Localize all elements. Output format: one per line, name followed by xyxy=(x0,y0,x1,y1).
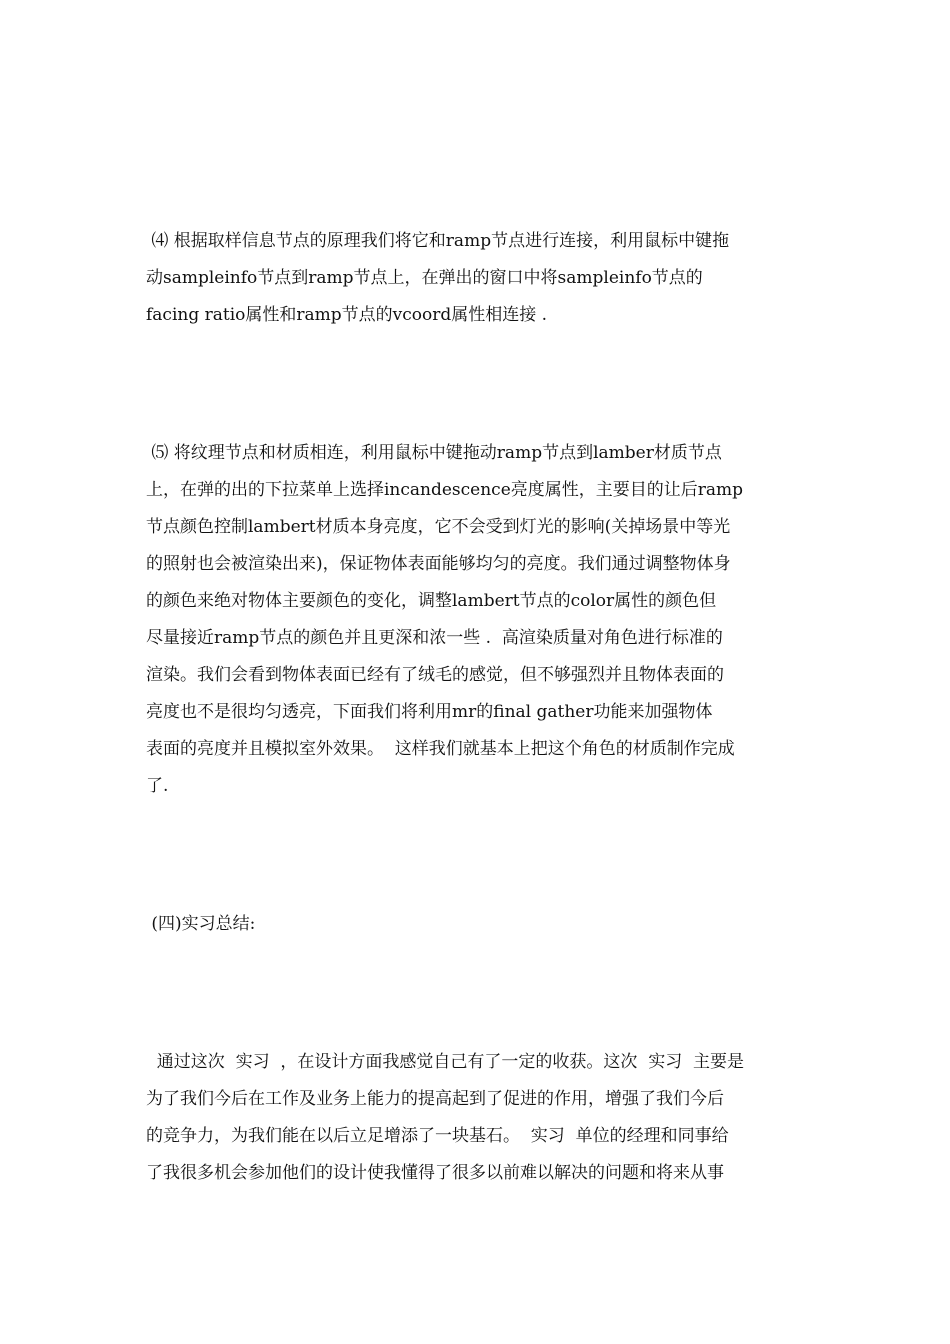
summary-line-2: 为了我们今后在工作及业务上能力的提高起到了促进的作用，增强了我们今后 xyxy=(146,1089,724,1109)
paragraph-4-line-2: 动sampleinfo节点到ramp节点上，在弹出的窗口中将sampleinfo节点的 xyxy=(146,268,703,288)
summary-line-4: 了我很多机会参加他们的设计使我懂得了很多以前难以解决的问题和将来从事 xyxy=(146,1163,724,1183)
paragraph-5-line-1: ⑸ 将纹理节点和材质相连，利用鼠标中键拖动ramp节点到lamber材质节点 xyxy=(146,443,722,463)
summary-line-1: 通过这次 实习 ，在设计方面我感觉自己有了一定的收获。这次 实习 主要是 xyxy=(146,1052,745,1072)
paragraph-5-line-5: 的颜色来绝对物体主要颜色的变化，调整lambert节点的color属性的颜色但 xyxy=(146,591,717,611)
paragraph-5-line-6: 尽量接近ramp节点的颜色并且更深和浓一些 . 高渲染质量对角色进行标准的 xyxy=(146,628,723,648)
paragraph-5-line-9: 表面的亮度并且模拟室外效果。 这样我们就基本上把这个角色的材质制作完成 xyxy=(146,739,735,759)
paragraph-5-line-8: 亮度也不是很均匀透亮，下面我们将利用mr的final gather功能来加强物体 xyxy=(146,702,713,722)
section-heading: (四)实习总结: xyxy=(146,914,256,934)
paragraph-4-line-1: ⑷ 根据取样信息节点的原理我们将它和ramp节点进行连接，利用鼠标中键拖 xyxy=(146,231,730,251)
summary-line-3: 的竞争力，为我们能在以后立足增添了一块基石。 实习 单位的经理和同事给 xyxy=(146,1126,729,1146)
paragraph-5-line-7: 渲染。我们会看到物体表面已经有了绒毛的感觉，但不够强烈并且物体表面的 xyxy=(146,665,724,685)
paragraph-5-line-4: 的照射也会被渲染出来)，保证物体表面能够均匀的亮度。我们通过调整物体身 xyxy=(146,554,731,574)
paragraph-5-line-2: 上，在弹的出的下拉菜单上选择incandescence亮度属性，主要目的让后ramp xyxy=(146,480,744,500)
paragraph-5-line-3: 节点颜色控制lambert材质本身亮度，它不会受到灯光的影响(关掉场景中等光 xyxy=(146,517,731,537)
paragraph-4-line-3: facing ratio属性和ramp节点的vcoord属性相连接 . xyxy=(146,305,548,325)
paragraph-5-line-10: 了. xyxy=(146,776,169,796)
